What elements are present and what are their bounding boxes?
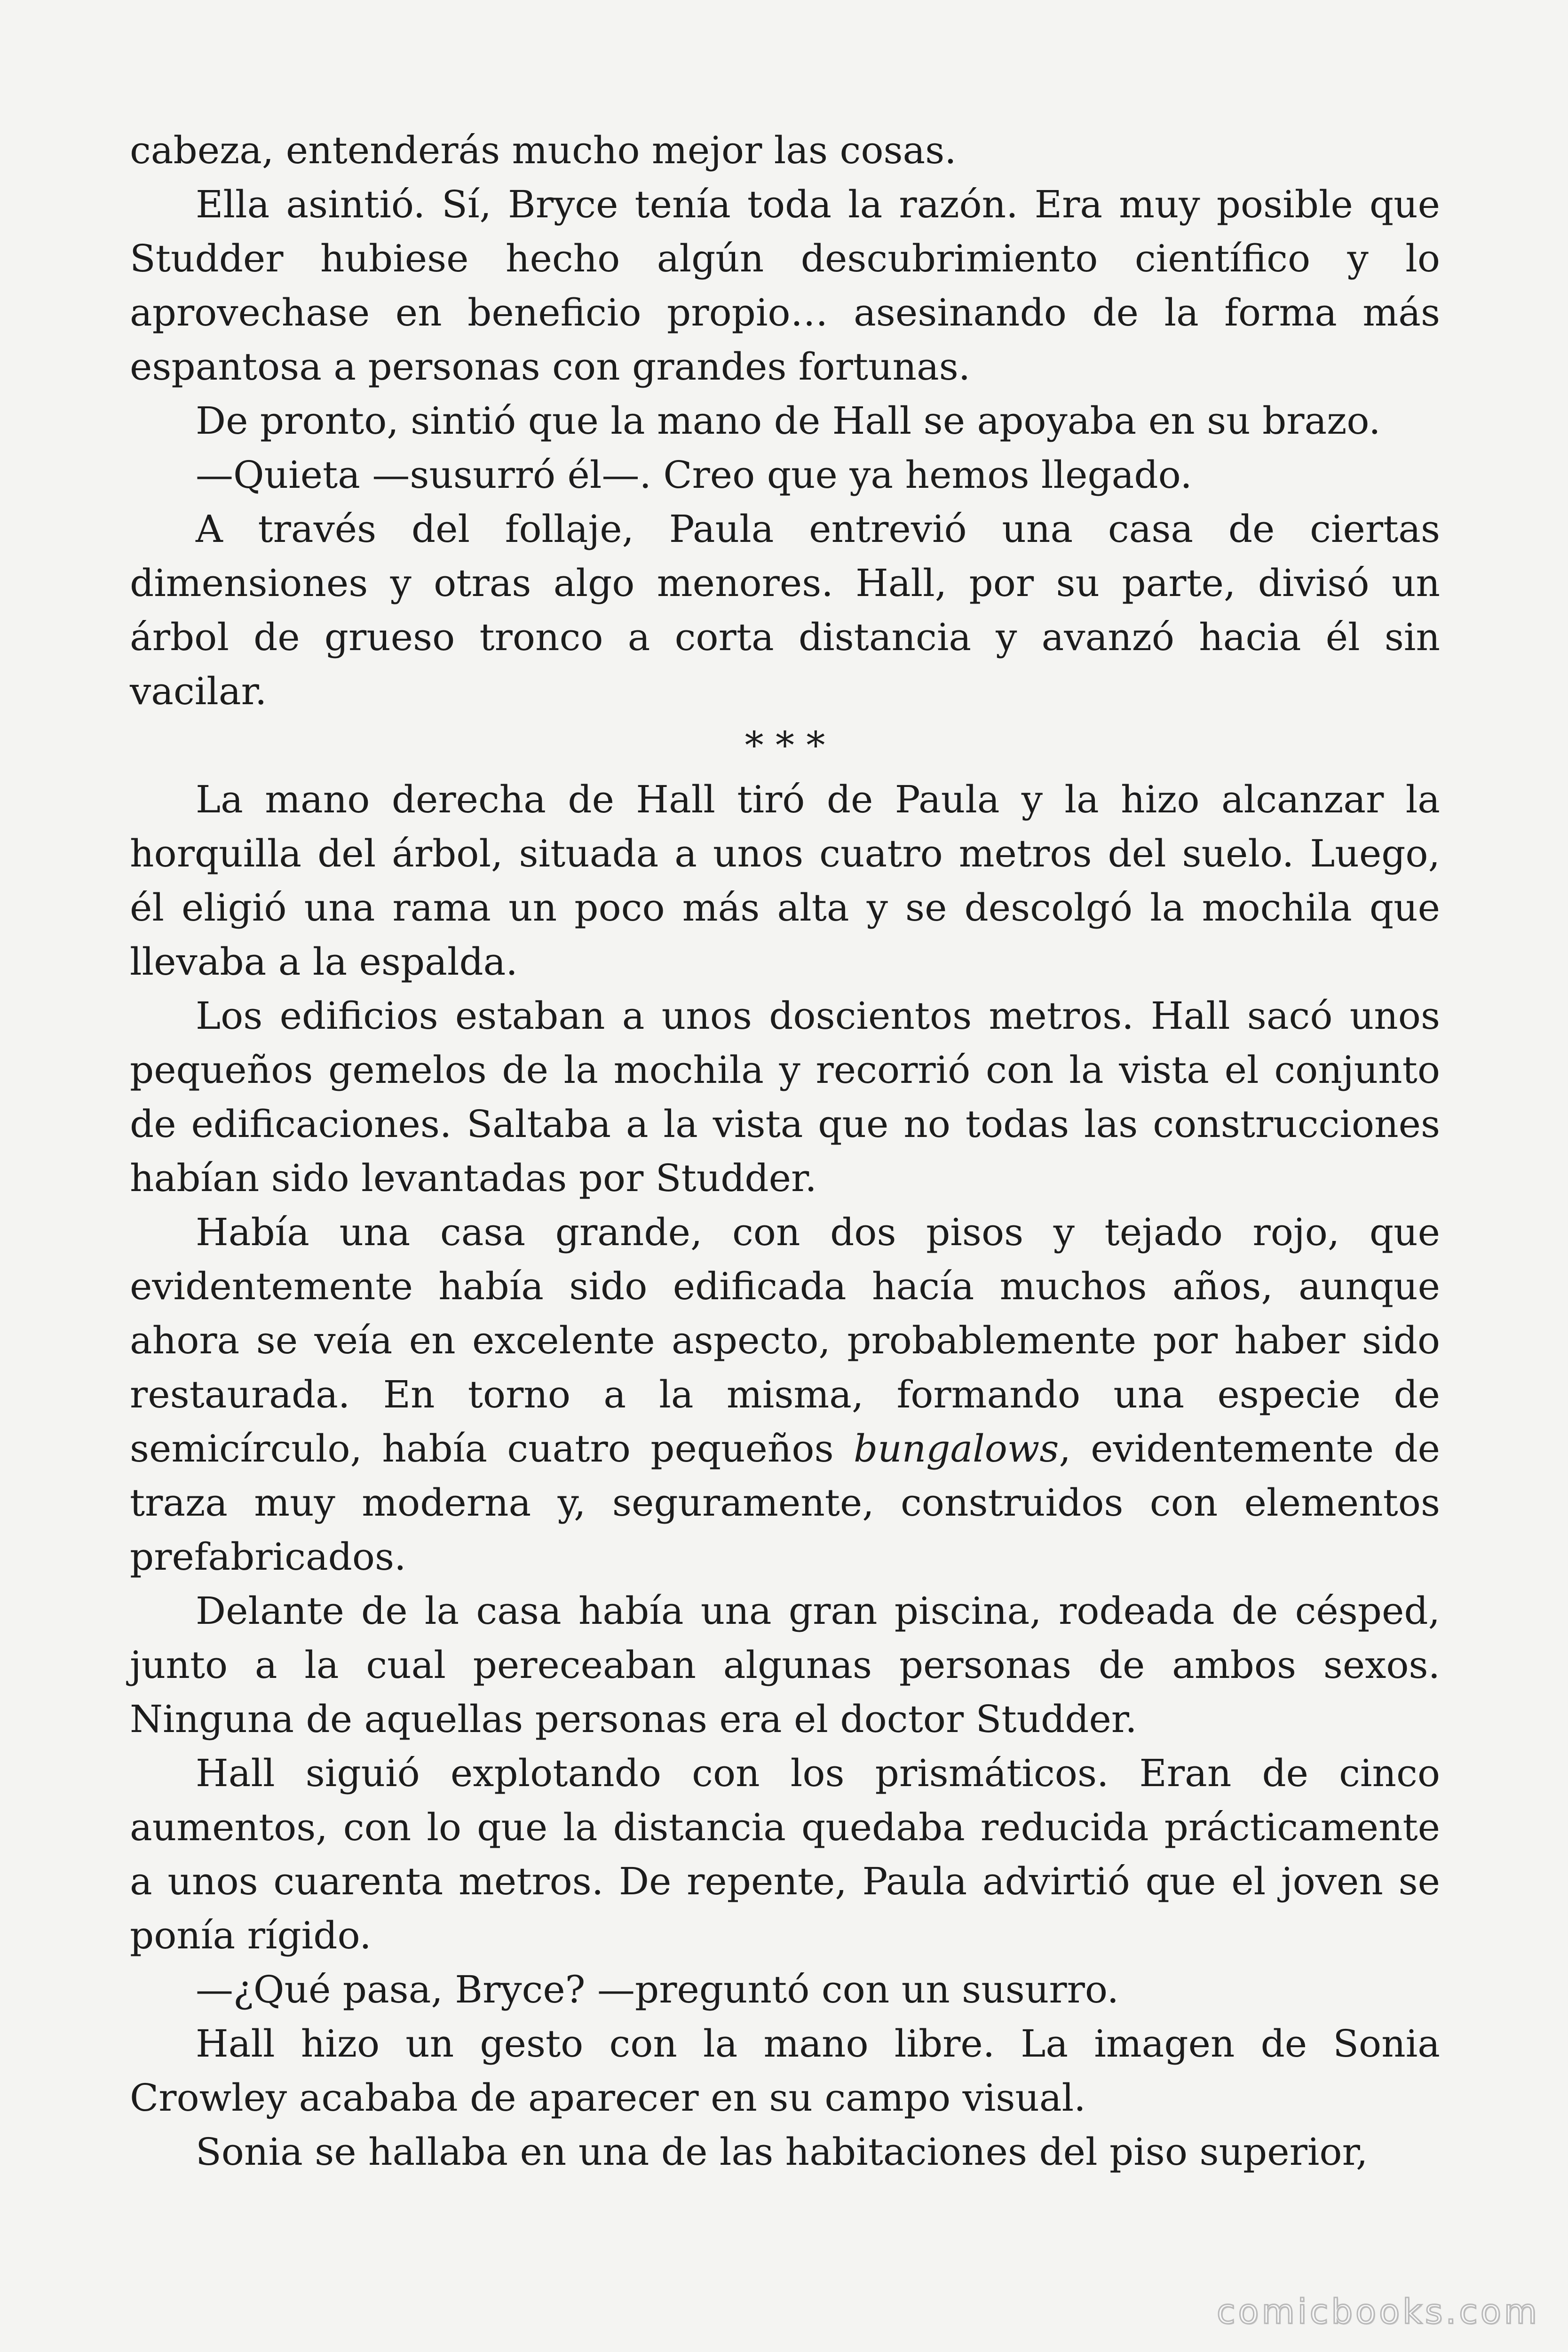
paragraph: Los edificios estaban a unos doscientos metros. Hall sacó unos pequeños gemelos de la mochila y recorrió con la vista el conjunto de edificaciones. Saltaba a la vista que no todas las construcciones habían sido levantadas por Studder. xyxy=(130,994,1440,1200)
paragraph-text: Había una casa grande, con dos pisos y tejado rojo, que evidentemente había sido edificada hacía muchos años, aunque ahora se veía en excelente aspecto, probablemente por haber sido restaurada. En torno a la misma, formando una especie de semicírculo, había cuatro pequeños xyxy=(130,1210,1440,1470)
paragraph xyxy=(130,1205,1440,1584)
paragraph: Hall hizo un gesto con la mano libre. La imagen de Sonia Crowley acababa de aparecer en su campo visual. xyxy=(130,2022,1440,2120)
paragraph: Hall siguió explotando con los prismáticos. Eran de cinco aumentos, con lo que la distancia quedaba reducida prácticamente a unos cuarenta metros. De repente, Paula advirtió que el joven se ponía rígido. xyxy=(130,1751,1440,1957)
paragraph: Sonia se hallaba en una de las habitaciones del piso superior, xyxy=(196,2130,1368,2174)
paragraph: A través del follaje, Paula entrevió una casa de ciertas dimensiones y otras algo menores. Hall, por su parte, divisó un árbol de grueso tronco a corta distancia y avanzó hacia él sin vacilar. xyxy=(130,507,1440,713)
paragraph: —Quieta —susurró él—. Creo que ya hemos llegado. xyxy=(196,453,1192,497)
paragraph: La mano derecha de Hall tiró de Paula y la hizo alcanzar la horquilla del árbol, situada a unos cuatro metros del suelo. Luego, él eligió una rama un poco más alta y se descolgó la mochila que llevaba a la espalda. xyxy=(130,778,1440,984)
watermark: comicbooks.com xyxy=(1216,2292,1540,2331)
body-text xyxy=(130,123,1440,2179)
paragraph-text: , evidentemente de traza muy moderna y, seguramente, construidos con elementos prefabricados. xyxy=(130,1427,1440,1579)
paragraph: De pronto, sintió que la mano de Hall se apoyaba en su brazo. xyxy=(196,399,1381,443)
paragraph: cabeza, entenderás mucho mejor las cosas. xyxy=(130,128,957,172)
section-separator: * * * xyxy=(744,723,825,767)
paragraph: —¿Qué pasa, Bryce? —preguntó con un susurro. xyxy=(196,1968,1119,2011)
italic-word: bungalows xyxy=(853,1427,1059,1470)
paragraph: Ella asintió. Sí, Bryce tenía toda la razón. Era muy posible que Studder hubiese hecho algún descubrimiento científico y lo aprovechase en beneficio propio… asesinando de la forma más espantosa a personas con grandes fortunas. xyxy=(130,183,1440,389)
paragraph: Delante de la casa había una gran piscina, rodeada de césped, junto a la cual pereceaban algunas personas de ambos sexos. Ninguna de aquellas personas era el doctor Studder. xyxy=(130,1589,1440,1741)
